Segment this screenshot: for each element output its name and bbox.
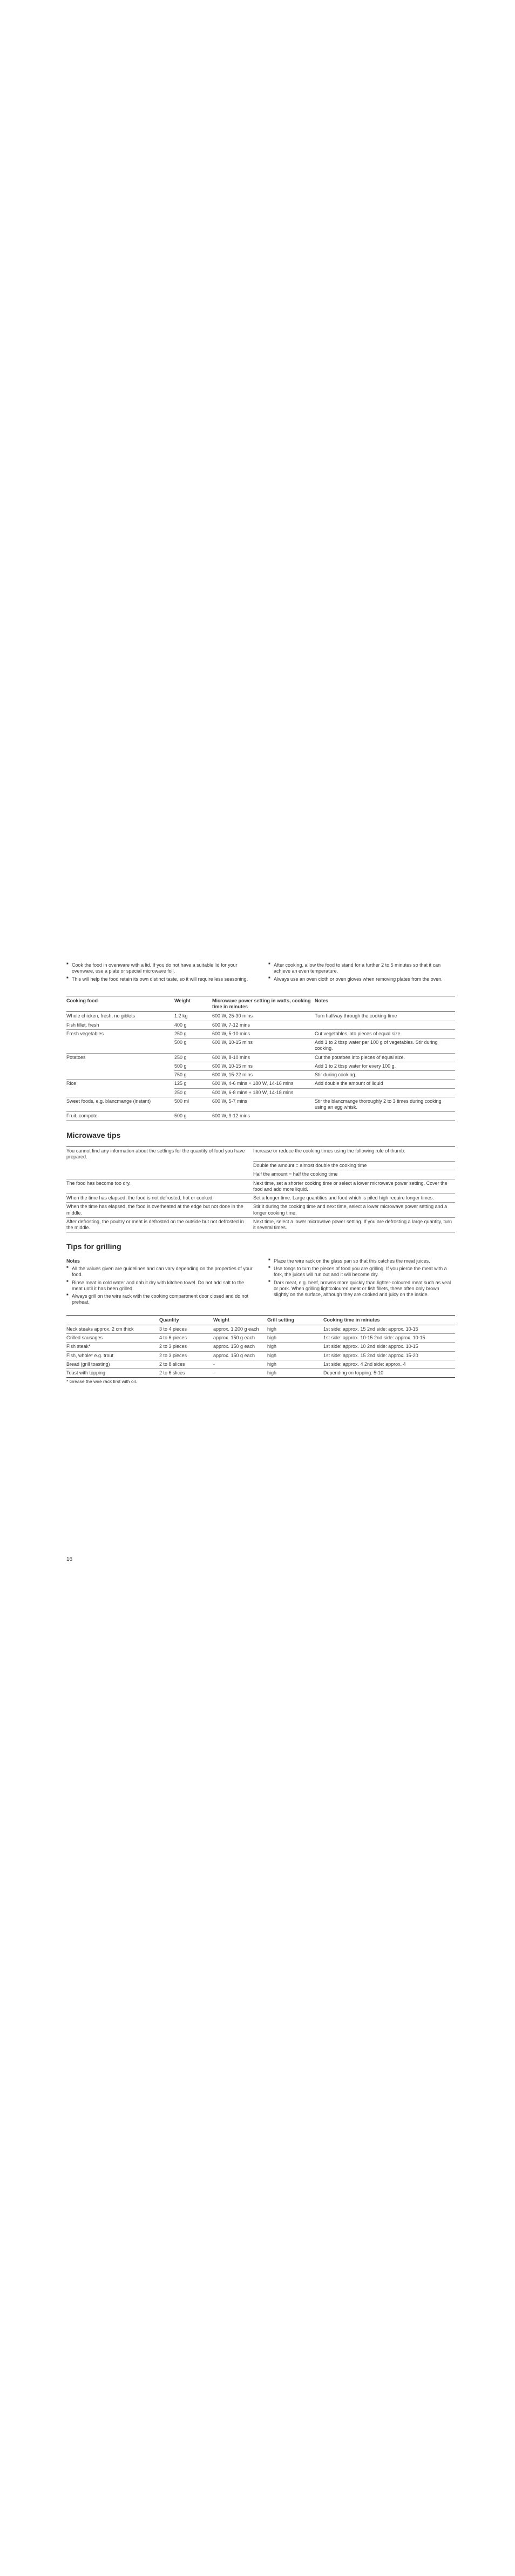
table-cell: 400 g: [174, 1021, 212, 1029]
list-item: ■ This will help the food retain its own distinct taste, so it will require less seasoning.: [66, 976, 253, 982]
table-cell: [66, 1162, 253, 1170]
table-cell: approx. 150 g each: [213, 1334, 267, 1343]
table-cell: 500 ml: [174, 1097, 212, 1112]
list-item: ■ Always use an oven cloth or oven gloves when removing plates from the oven.: [268, 976, 455, 982]
table-cell: 125 g: [174, 1080, 212, 1088]
table-cell: Stir during cooking.: [315, 1071, 455, 1080]
table-cell: Fish steak*: [66, 1343, 159, 1351]
table-cell: Add double the amount of liquid: [315, 1080, 455, 1088]
table-row: [66, 1029, 455, 1038]
table-cell: Sweet foods, e.g. blancmange (instant): [66, 1097, 174, 1112]
table-cell: [66, 1170, 253, 1179]
table-cell: After defrosting, the poultry or meat is defrosted on the outside but not defrosted in the middle.: [66, 1217, 253, 1232]
table-cell: 250 g: [174, 1053, 212, 1062]
table-row: [66, 1053, 455, 1062]
table-row: [66, 1351, 455, 1360]
table-cell: 600 W, 25-30 mins: [212, 1012, 315, 1021]
table-cell: 600 W, 6-8 mins + 180 W, 14-18 mins: [212, 1088, 315, 1097]
table-row: [66, 1162, 455, 1170]
table-cell: high: [267, 1334, 323, 1343]
list-item: ■ Cook the food in ovenware with a lid. If you do not have a suitable lid for your ovenware, use a plate or special microwave foil.: [66, 962, 253, 975]
grilling-notes-right: [268, 1258, 455, 1307]
table-cell: approx. 150 g each: [213, 1343, 267, 1351]
table-cell: Double the amount = almost double the cooking time: [253, 1162, 455, 1170]
column-header: Quantity: [159, 1315, 213, 1325]
footnote: * Grease the wire rack first with oil.: [66, 1379, 137, 1385]
table-cell: [66, 1088, 174, 1097]
table-cell: high: [267, 1369, 323, 1378]
table-cell: approx. 150 g each: [213, 1351, 267, 1360]
table-cell: Fresh vegetables: [66, 1029, 174, 1038]
list-item: ■ Use tongs to turn the pieces of food you are grilling. If you pierce the meat with a fork, the juices will run out and it will become dry.: [268, 1266, 455, 1278]
table-cell: -: [213, 1369, 267, 1378]
table-cell: Neck steaks approx. 2 cm thick: [66, 1325, 159, 1333]
table-cell: Add 1 to 2 tbsp water per 100 g of vegetables. Stir during cooking.: [315, 1039, 455, 1054]
table-row: [66, 1071, 455, 1080]
column-header: [66, 1315, 159, 1325]
table-row: [66, 1194, 455, 1203]
section-title-microwave-tips: Microwave tips: [66, 1130, 121, 1139]
table-row: [66, 1334, 455, 1343]
table-cell: 1st side: approx. 10 2nd side: approx. 10-15: [323, 1343, 455, 1351]
table-row: [66, 1080, 455, 1088]
table-cell: 2 to 3 pieces: [159, 1343, 213, 1351]
table-cell: 500 g: [174, 1039, 212, 1054]
table-cell: Toast with topping: [66, 1369, 159, 1378]
table-cell: Next time, select a lower microwave power setting. If you are defrosting a large quantity, turn it several times.: [253, 1217, 455, 1232]
grilling-table: [66, 1315, 455, 1378]
table-cell: Half the amount = half the cooking time: [253, 1170, 455, 1179]
table-cell: 600 W, 8-10 mins: [212, 1053, 315, 1062]
table-cell: 750 g: [174, 1071, 212, 1080]
table-cell: Add 1 to 2 tbsp water for every 100 g.: [315, 1062, 455, 1070]
table-cell: Increase or reduce the cooking times using the following rule of thumb:: [253, 1147, 455, 1162]
table-cell: Fish, whole* e.g. trout: [66, 1351, 159, 1360]
table-row: [66, 1217, 455, 1232]
table-cell: [66, 1071, 174, 1080]
table-row: [66, 1039, 455, 1054]
table-cell: Stir it during the cooking time and next time, select a lower microwave power setting and a longer cooking time.: [253, 1203, 455, 1218]
table-row: [66, 1203, 455, 1218]
table-cell: 500 g: [174, 1112, 212, 1121]
column-header: Cooking food: [66, 996, 174, 1012]
table-cell: 4 to 6 pieces: [159, 1334, 213, 1343]
table-row: [66, 1062, 455, 1070]
table-cell: You cannot find any information about the settings for the quantity of food you have prepared.: [66, 1147, 253, 1162]
intro-bullets: [66, 962, 455, 984]
grilling-notes-left: [66, 1258, 253, 1307]
table-row: [66, 1325, 455, 1333]
table-cell: 2 to 6 slices: [159, 1369, 213, 1378]
table-cell: Depending on topping: 5-10: [323, 1369, 455, 1378]
list-item: ■ Always grill on the wire rack with the cooking compartment door closed and do not preheat.: [66, 1293, 253, 1306]
table-cell: Stir the blancmange thoroughly 2 to 3 times during cooking using an egg whisk.: [315, 1097, 455, 1112]
section-title-grilling: Tips for grilling: [66, 1242, 121, 1251]
table-cell: high: [267, 1360, 323, 1368]
table-cell: Next time, set a shorter cooking time or select a lower microwave power setting. Cover the food and add more liquid.: [253, 1179, 455, 1194]
column-header: Microwave power setting in watts, cooking time in minutes: [212, 996, 315, 1012]
table-cell: When the time has elapsed, the food is not defrosted, hot or cooked.: [66, 1194, 253, 1203]
table-row: [66, 1147, 455, 1162]
table-cell: 250 g: [174, 1029, 212, 1038]
list-item: ■ Rinse meat in cold water and dab it dry with kitchen towel. Do not add salt to the meat until it has been grilled.: [66, 1280, 253, 1292]
table-cell: Potatoes: [66, 1053, 174, 1062]
table-cell: [315, 1088, 455, 1097]
list-item: ■ All the values given are guidelines and can vary depending on the properties of your food.: [66, 1266, 253, 1278]
table-cell: Bread (grill toasting): [66, 1360, 159, 1368]
table-row: [66, 1360, 455, 1368]
page-content: [66, 962, 455, 1385]
table-cell: Cut vegetables into pieces of equal size.: [315, 1029, 455, 1038]
table-row: [66, 1021, 455, 1029]
list-item: ■ Place the wire rack on the glass pan so that this catches the meat juices.: [268, 1258, 455, 1264]
table-cell: [315, 1112, 455, 1121]
intro-bullets-right: [268, 962, 455, 984]
table-cell: 2 to 3 pieces: [159, 1351, 213, 1360]
table-cell: 600 W, 10-15 mins: [212, 1039, 315, 1054]
table-cell: 600 W, 10-15 mins: [212, 1062, 315, 1070]
table-cell: 600 W, 7-12 mins: [212, 1021, 315, 1029]
table-cell: 600 W, 9-12 mins: [212, 1112, 315, 1121]
table-cell: Turn halfway through the cooking time: [315, 1012, 455, 1021]
table-cell: [66, 1062, 174, 1070]
list-item: ■ Dark meat, e.g. beef, browns more quickly than lighter-coloured meat such as veal or pork. When grilling lightcoloured meat or fish fillets, these often only brown slightly on the surface, although they are cooked and juicy on the inside.: [268, 1280, 455, 1298]
table-cell: Cut the potatoes into pieces of equal size.: [315, 1053, 455, 1062]
table-cell: 600 W, 5-10 mins: [212, 1029, 315, 1038]
column-header: Cooking time in minutes: [323, 1315, 455, 1325]
table-cell: 1.2 kg: [174, 1012, 212, 1021]
table-cell: 2 to 8 slices: [159, 1360, 213, 1368]
table-cell: Set a longer time. Large quantities and food which is piled high require longer times.: [253, 1194, 455, 1203]
intro-bullets-left: [66, 962, 253, 984]
table-cell: 600 W, 5-7 mins: [212, 1097, 315, 1112]
table-cell: high: [267, 1325, 323, 1333]
table-cell: 600 W, 4-6 mins + 180 W, 14-16 mins: [212, 1080, 315, 1088]
page-number: 16: [66, 1556, 73, 1562]
table-cell: Whole chicken, fresh, no giblets: [66, 1012, 174, 1021]
microwave-tips-table: [66, 1147, 455, 1232]
table-cell: 600 W, 15-22 mins: [212, 1071, 315, 1080]
list-item: ■ After cooking, allow the food to stand for a further 2 to 5 minutes so that it can achieve an even temperature.: [268, 962, 455, 975]
notes-heading: Notes: [66, 1258, 80, 1264]
table-row: [66, 1088, 455, 1097]
table-cell: 1st side: approx. 15 2nd side: approx. 10-15: [323, 1325, 455, 1333]
table-cell: Grilled sausages: [66, 1334, 159, 1343]
table-cell: 500 g: [174, 1062, 212, 1070]
table-cell: high: [267, 1351, 323, 1360]
column-header: Grill setting: [267, 1315, 323, 1325]
column-header: Notes: [315, 996, 455, 1012]
table-cell: 3 to 4 pieces: [159, 1325, 213, 1333]
table-cell: Rice: [66, 1080, 174, 1088]
table-row: [66, 1369, 455, 1378]
table-cell: high: [267, 1343, 323, 1351]
grilling-notes: [66, 1258, 455, 1307]
table-row: [66, 1097, 455, 1112]
table-row: [66, 1170, 455, 1179]
table-cell: 1st side: approx. 15 2nd side: approx. 15-20: [323, 1351, 455, 1360]
column-header: Weight: [213, 1315, 267, 1325]
table-row: [66, 1343, 455, 1351]
table-cell: 1st side: approx. 10-15 2nd side: approx. 10-15: [323, 1334, 455, 1343]
table-row: [66, 1179, 455, 1194]
table-row: [66, 1112, 455, 1121]
table-cell: 1st side: approx. 4 2nd side: approx. 4: [323, 1360, 455, 1368]
table-cell: -: [213, 1360, 267, 1368]
column-header: Weight: [174, 996, 212, 1012]
table-cell: [66, 1039, 174, 1054]
table-cell: Fish fillet, fresh: [66, 1021, 174, 1029]
table-cell: [315, 1021, 455, 1029]
table-row: [66, 1012, 455, 1021]
table-cell: 250 g: [174, 1088, 212, 1097]
table-cell: When the time has elapsed, the food is overheated at the edge but not done in the middle.: [66, 1203, 253, 1218]
table-cell: approx. 1,200 g each: [213, 1325, 267, 1333]
cooking-table: [66, 996, 455, 1121]
table-cell: Fruit, compote: [66, 1112, 174, 1121]
table-cell: The food has become too dry.: [66, 1179, 253, 1194]
